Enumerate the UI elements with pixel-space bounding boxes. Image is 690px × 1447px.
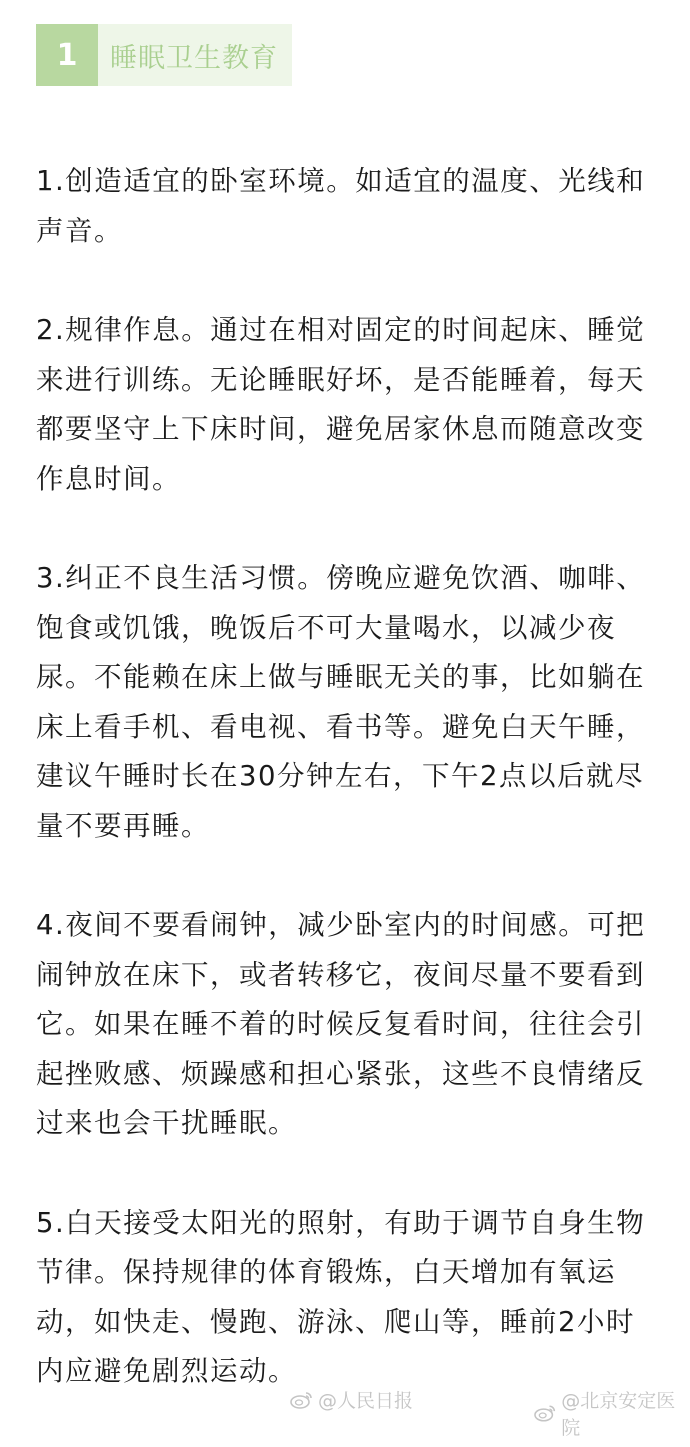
section-number: 1	[36, 24, 98, 86]
paragraph-3: 3.纠正不良生活习惯。傍晚应避免饮酒、咖啡、饱食或饥饿，晚饭后不可大量喝水，以减少夜尿。不能赖在床上做与睡眠无关的事，比如躺在床上看手机、看电视、看书等。避免白天午睡，建议午睡时长在30分钟左右，下午2点以后就尽量不要再睡。	[36, 562, 646, 842]
weibo-icon	[534, 1403, 557, 1423]
watermark-renminribao	[290, 1386, 413, 1413]
watermark-text-1: @人民日报	[318, 1390, 414, 1412]
watermark-anding-hospital	[534, 1386, 690, 1440]
paragraph-5: 5.白天接受太阳光的照射，有助于调节自身生物节律。保持规律的体育锻炼，白天增加有氧运动，如快走、慢跑、游泳、爬山等，睡前2小时内应避免剧烈运动。	[36, 1206, 646, 1387]
watermark-text-2: @北京安定医院	[561, 1390, 676, 1439]
article-body	[36, 157, 656, 1447]
weibo-icon	[290, 1390, 314, 1410]
paragraph-1: 1.创造适宜的卧室环境。如适宜的温度、光线和声音。	[36, 165, 646, 247]
paragraph-4: 4.夜间不要看闹钟，减少卧室内的时间感。可把闹钟放在床下，或者转移它，夜间尽量不要看到它。如果在睡不着的时候反复看时间，往往会引起挫败感、烦躁感和担心紧张，这些不良情绪反过来也会干扰睡眠。	[36, 909, 646, 1139]
paragraph-2: 2.规律作息。通过在相对固定的时间起床、睡觉来进行训练。无论睡眠好坏，是否能睡着，每天都要坚守上下床时间，避免居家休息而随意改变作息时间。	[36, 314, 646, 495]
section-title: 睡眠卫生教育	[98, 24, 292, 86]
section-header	[36, 24, 292, 86]
